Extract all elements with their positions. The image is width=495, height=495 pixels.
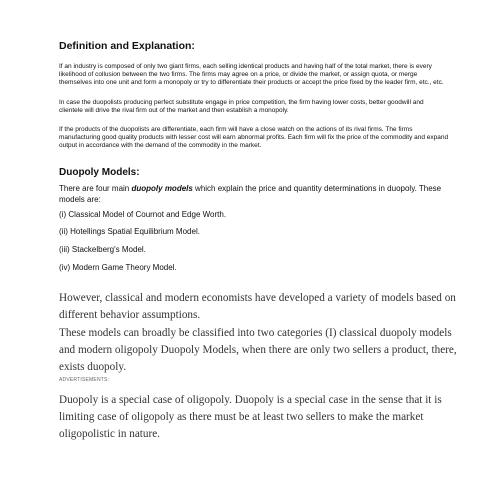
- definition-heading: Definition and Explanation:: [59, 40, 195, 52]
- intro-text-after: which explain the price and quantity determinations in duopoly. These models are:: [59, 184, 442, 204]
- model-list-item-1: (i) Classical Model of Cournot and Edge Worth.: [59, 210, 227, 219]
- special-case-paragraph: Duopoly is a special case of oligopoly. Duopoly is a special case in the sense that it is limiting case of oligopoly as there must be at least two sellers to make the market oligopolistic in nature.: [59, 394, 442, 440]
- intro-text-before: There are four main: [59, 184, 132, 193]
- however-paragraph: However, classical and modern economists have developed a variety of models based on different behavior assumptions.: [59, 292, 456, 321]
- definition-paragraph-1: If an industry is composed of only two giant firms, each selling identical products and having half of the total market, there is every likelihood of collusion between the two firms. The firms may agree on a price, or divide the market, or assign quota, or merge themselves into one unit and form a monopoly or try to differentiate their products or accept the price fixed by the leader firm, etc., etc.: [59, 63, 444, 87]
- intro-emphasis: duopoly models: [131, 184, 193, 193]
- duopoly-intro-paragraph: [59, 183, 449, 205]
- duopoly-models-heading: Duopoly Models:: [59, 167, 140, 178]
- classification-paragraph: These models can broadly be classified into two categories (I) classical duopoly models and modern oligopoly Duopoly Models, when there are only two sellers a product, there, exists duopoly.: [59, 327, 457, 373]
- definition-paragraph-3: If the products of the duopolists are differentiate, each firm will have a close watch on the actions of its rival firms. The firms manufacturing good quality products with lesser cost will earn abnormal profits. Each firm will fix the price of the commodity and expand output in accordance with the demand of the commodity in the market.: [59, 126, 449, 150]
- definition-paragraph-2: In case the duopolists producing perfect substitute engage in price competition, the firm having lower costs, better goodwill and clientele will drive the rival firm out of the market and then establish a monopoly.: [59, 99, 424, 115]
- model-list-item-3: (iii) Stackelberg's Model.: [59, 245, 146, 254]
- advertisement-label: ADVERTISEMENTS:: [59, 377, 110, 383]
- model-list-item-2: (ii) Hotellings Spatial Equilibrium Model.: [59, 227, 200, 236]
- model-list-item-4: (iv) Modern Game Theory Model.: [59, 263, 177, 272]
